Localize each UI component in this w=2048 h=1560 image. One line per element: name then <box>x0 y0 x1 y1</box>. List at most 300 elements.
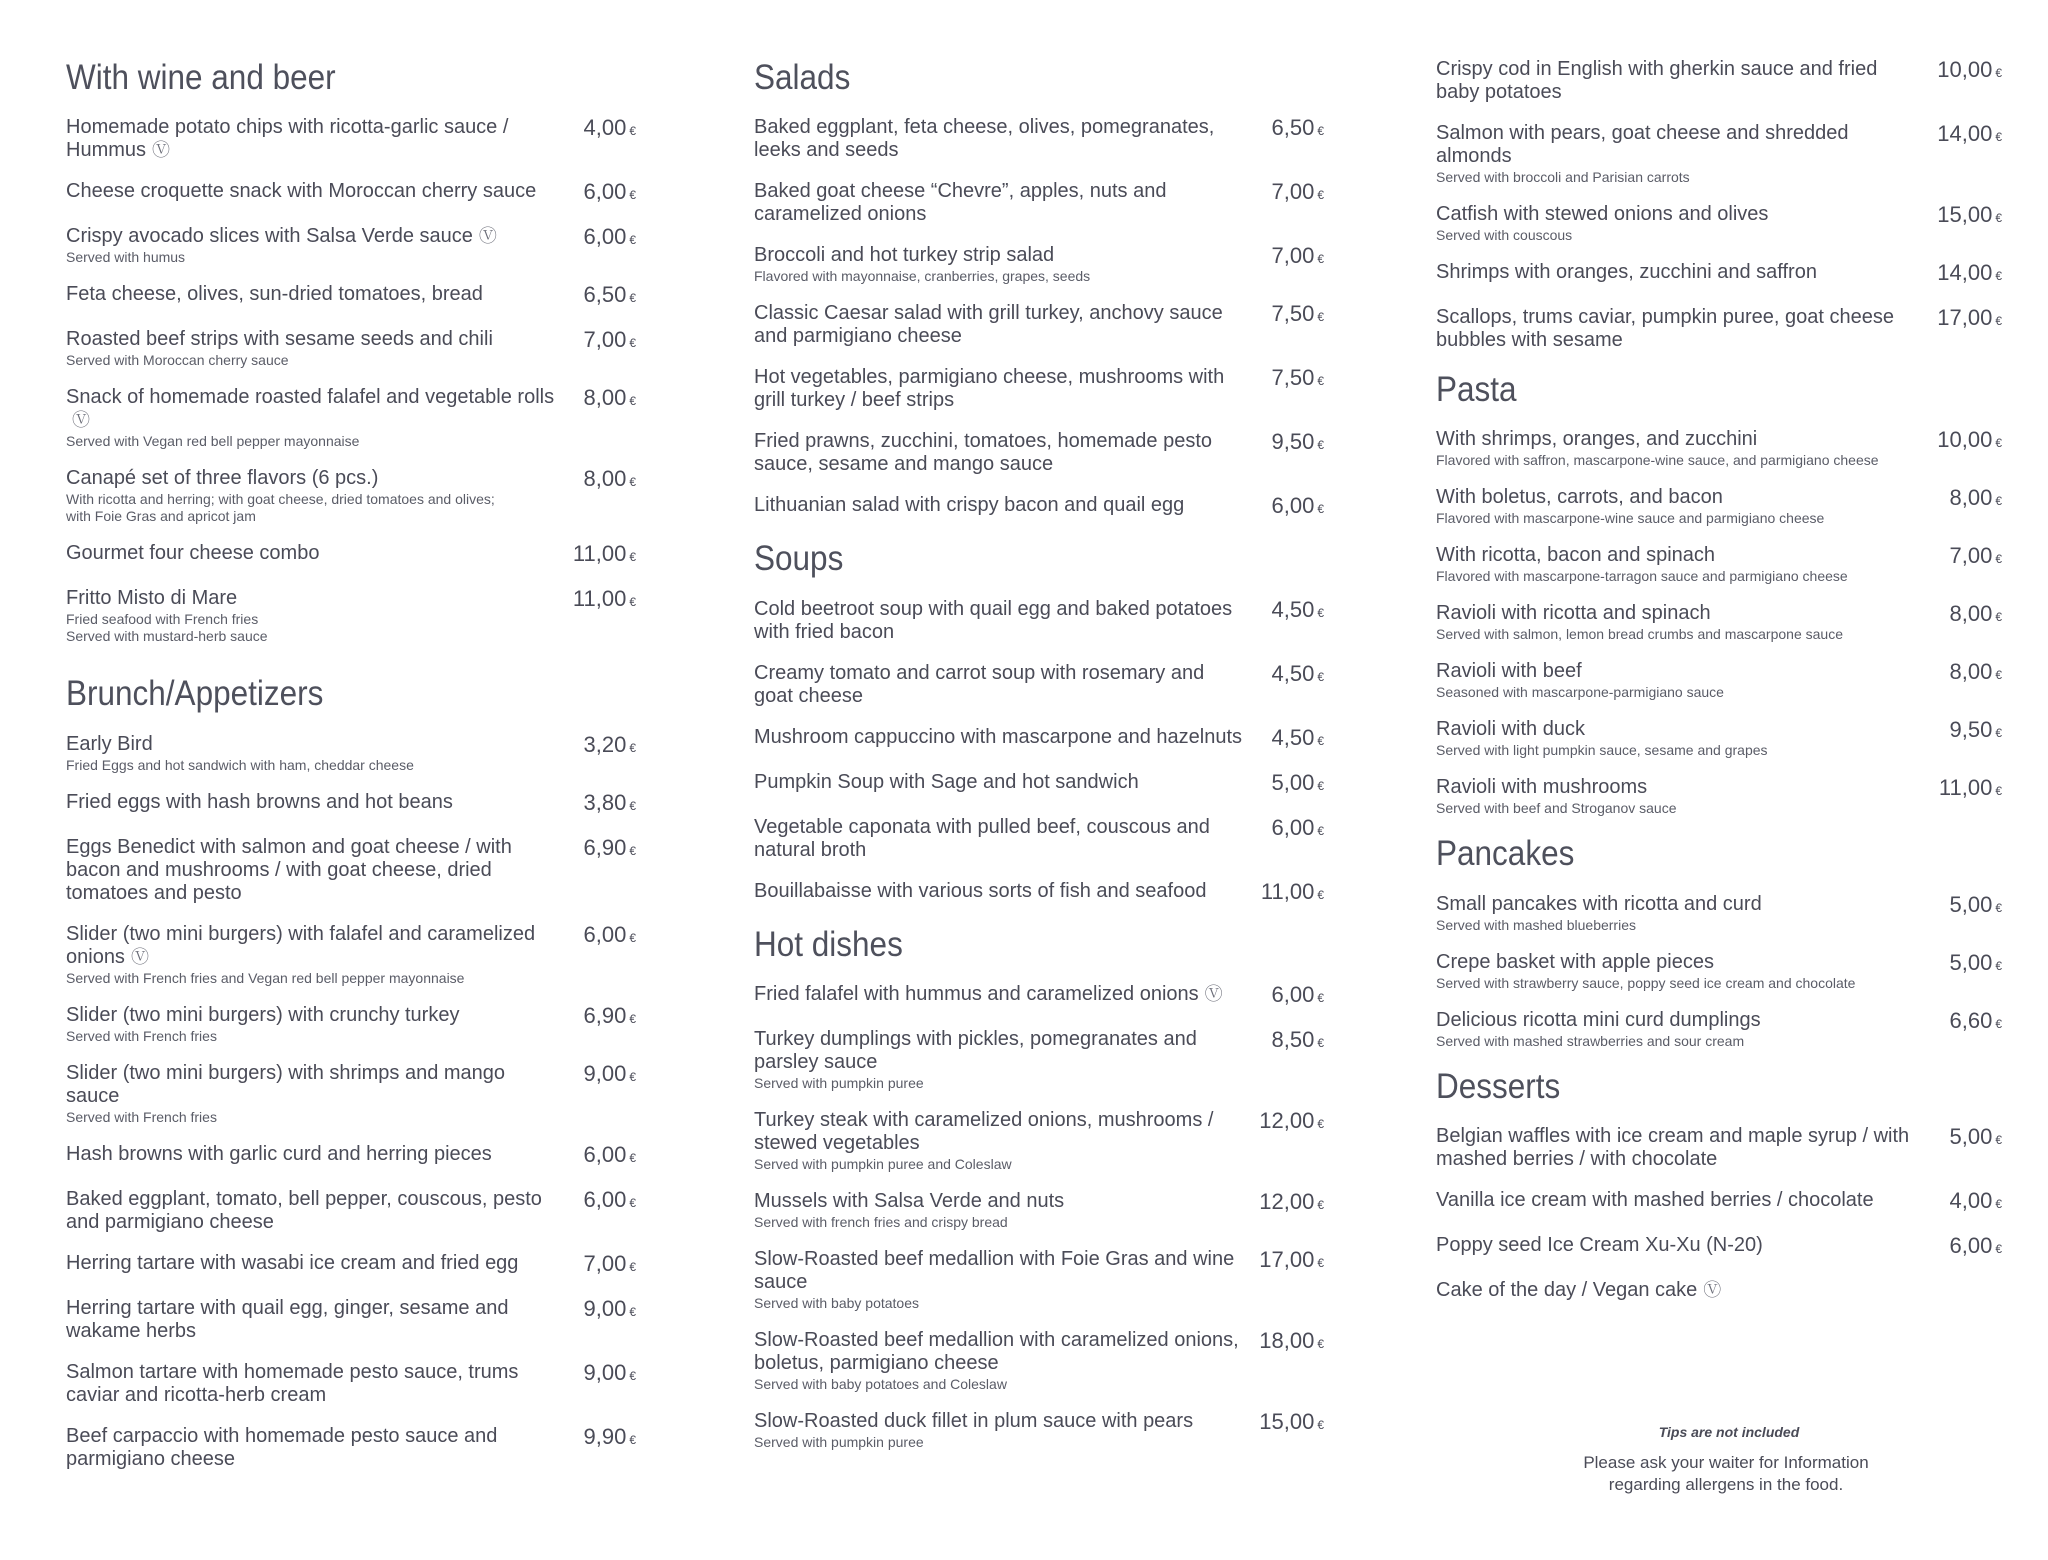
menu-item-name-text: Early Bird <box>66 732 153 755</box>
price-value: 5,00 <box>1949 949 1993 975</box>
menu-item-name <box>754 598 1246 644</box>
menu-item-name-text: With shrimps, oranges, and zucchini <box>1436 428 1758 451</box>
menu-item-name <box>754 366 1246 412</box>
menu-item-price <box>1254 1190 1324 1217</box>
menu-item-name <box>1436 951 1924 974</box>
menu-item-price <box>1932 203 2002 230</box>
menu-item-name <box>66 1252 558 1275</box>
menu-item-description: Served with mashed strawberries and sour cream <box>1436 1032 1745 1049</box>
menu-item <box>754 244 1324 284</box>
price-value: 6,50 <box>583 282 627 308</box>
menu-item-description: Served with pumpkin puree <box>754 1074 924 1091</box>
menu-item-description: Fried seafood with French fries <box>66 611 259 628</box>
menu-column-1 <box>66 58 636 1489</box>
menu-item-price <box>1932 602 2002 629</box>
menu-item-price <box>566 225 636 252</box>
menu-item-description: Served with humus <box>66 249 186 266</box>
price-value: 6,00 <box>1271 493 1315 519</box>
menu-item-price <box>1254 1329 1324 1356</box>
menu-item-text <box>754 726 1254 749</box>
menu-item-text <box>1436 776 1932 816</box>
currency-symbol: € <box>1317 887 1324 902</box>
price-value: 8,00 <box>583 385 627 411</box>
menu-item-name <box>754 1410 1246 1433</box>
price-value: 14,00 <box>1937 121 1993 146</box>
currency-symbol: € <box>629 1150 636 1165</box>
menu-item-name <box>66 1425 558 1471</box>
menu-item <box>1436 660 2002 700</box>
currency-symbol: € <box>1995 1196 2002 1211</box>
menu-item <box>754 1248 1324 1311</box>
menu-item-name-text: Mussels with Salsa Verde and nuts <box>754 1189 1065 1212</box>
price-value: 9,90 <box>583 1423 627 1449</box>
menu-item-name-text: Cake of the day / Vegan cake <box>1436 1278 1698 1301</box>
menu-item-name-text: Small pancakes with ricotta and curd <box>1436 892 1762 915</box>
menu-item-text <box>754 302 1254 348</box>
menu-item <box>754 180 1324 226</box>
menu-item <box>754 1410 1324 1450</box>
menu-item-name <box>66 542 558 565</box>
menu-item-price <box>566 542 636 569</box>
menu-item-price <box>566 180 636 207</box>
menu-item-name <box>66 791 558 814</box>
menu-item-name-text: Fried prawns, zucchini, tomatoes, homemade pesto sauce, sesame and mango sauce <box>754 430 1212 476</box>
menu-item-text <box>754 366 1254 412</box>
price-value: 6,00 <box>583 1186 627 1212</box>
menu-item-name-text: Hot vegetables, parmigiano cheese, mushrooms with grill turkey / beef strips <box>754 366 1225 412</box>
menu-item-name <box>66 1143 558 1166</box>
menu-item-name <box>66 1062 558 1108</box>
menu-item-text <box>754 880 1254 903</box>
menu-item-text <box>66 1004 566 1044</box>
menu-item-text <box>754 1190 1254 1230</box>
currency-symbol: € <box>1995 900 2002 915</box>
menu-item-text <box>754 1329 1254 1392</box>
menu-item-text <box>1436 261 1932 284</box>
menu-item-price <box>1254 180 1324 207</box>
currency-symbol: € <box>629 930 636 945</box>
menu-item-price <box>1254 816 1324 843</box>
menu-item-name <box>66 386 558 432</box>
menu-item-text <box>66 1297 566 1343</box>
menu-item-price <box>566 116 636 143</box>
price-value: 5,00 <box>1949 1123 1993 1149</box>
menu-item-description: Fried Eggs and hot sandwich with ham, cheddar cheese <box>66 756 414 773</box>
menu-item-price <box>1254 1248 1324 1275</box>
menu-item-price <box>1254 880 1324 907</box>
menu-item-name-text: Slow-Roasted duck fillet in plum sauce with pears <box>754 1409 1194 1432</box>
menu-item <box>1436 203 2002 243</box>
menu-item-text <box>66 836 566 905</box>
menu-item <box>66 328 636 368</box>
price-value: 12,00 <box>1259 1188 1315 1214</box>
menu-item-price <box>566 467 636 494</box>
currency-symbol: € <box>1995 211 2002 225</box>
menu-item-name-text: Scallops, trums caviar, pumpkin puree, goat cheese bubbles with sesame <box>1436 306 1895 351</box>
menu-item-name <box>1436 306 1924 352</box>
menu-item <box>66 1062 636 1125</box>
menu-item <box>754 1190 1324 1230</box>
menu-section <box>1436 370 2002 816</box>
menu-item <box>66 1004 636 1044</box>
menu-item-name <box>66 1188 558 1234</box>
menu-item <box>66 1361 636 1407</box>
menu-item-name-text: Classic Caesar salad with grill turkey, anchovy sauce and parmigiano cheese <box>754 302 1223 348</box>
currency-symbol: € <box>1995 610 2002 625</box>
menu-item-description: With ricotta and herring; with goat cheese, dried tomatoes and olives; <box>66 491 495 508</box>
vegan-icon: Ⓥ <box>130 946 149 967</box>
menu-item-text <box>1436 1234 1932 1257</box>
menu-item-name-text: Crispy avocado slices with Salsa Verde sauce <box>66 225 473 248</box>
menu-item-price <box>1932 261 2002 288</box>
menu-item-name-text: Mushroom cappuccino with mascarpone and hazelnuts <box>754 725 1243 748</box>
menu-item-name-text: Ravioli with mushrooms <box>1436 776 1648 799</box>
menu-item-name <box>1436 203 1924 226</box>
currency-symbol: € <box>1317 823 1324 838</box>
currency-symbol: € <box>1995 130 2002 144</box>
menu-item <box>754 494 1324 521</box>
price-value: 12,00 <box>1259 1107 1315 1133</box>
menu-item-name-text: Ravioli with duck <box>1436 718 1585 741</box>
currency-symbol: € <box>629 124 636 139</box>
menu-item <box>1436 122 2002 185</box>
menu-item-name-text: Snack of homemade roasted falafel and vegetable rolls <box>66 386 555 409</box>
menu-item-text <box>754 598 1254 644</box>
currency-symbol: € <box>1317 1417 1324 1432</box>
menu-item-text <box>66 1252 566 1275</box>
menu-item <box>1436 1125 2002 1171</box>
price-value: 4,00 <box>1949 1187 1993 1213</box>
menu-item-name-text: Delicious ricotta mini curd dumplings <box>1436 1008 1761 1031</box>
currency-symbol: € <box>1995 726 2002 741</box>
menu-item-text <box>754 1410 1254 1450</box>
menu-item-price <box>1254 116 1324 143</box>
price-value: 7,00 <box>583 1250 627 1276</box>
currency-symbol: € <box>629 740 636 755</box>
menu-item-name <box>66 225 558 248</box>
menu-item-description: Served with light pumpkin sauce, sesame and grapes <box>1436 742 1768 759</box>
menu-section <box>754 925 1324 1450</box>
price-value: 4,50 <box>1271 660 1315 686</box>
menu-item-name <box>66 1004 558 1027</box>
menu-item-price <box>1932 58 2002 85</box>
menu-item-text <box>754 116 1254 162</box>
price-value: 17,00 <box>1259 1246 1315 1272</box>
menu-item-text <box>66 116 566 162</box>
menu-item-description: Served with Vegan red bell pepper mayonnaise <box>66 433 360 450</box>
menu-item-text <box>1436 58 1932 104</box>
menu-column-2 <box>754 58 1324 1468</box>
price-value: 6,00 <box>583 224 627 250</box>
currency-symbol: € <box>629 394 636 409</box>
menu-section <box>1436 58 2002 352</box>
menu-item-price <box>1254 366 1324 393</box>
menu-item-name <box>1436 1279 1994 1302</box>
menu-item-text <box>1436 306 1932 352</box>
menu-item-text <box>1436 660 1932 700</box>
menu-item-text <box>754 180 1254 226</box>
menu-item-text <box>1436 1189 1932 1212</box>
menu-item-name <box>754 771 1246 794</box>
currency-symbol: € <box>1317 669 1324 684</box>
price-value: 7,50 <box>1271 365 1315 391</box>
menu-item-text <box>754 494 1254 517</box>
currency-symbol: € <box>1995 436 2002 451</box>
menu-item-name <box>66 328 558 351</box>
currency-symbol: € <box>1995 784 2002 799</box>
menu-item-text <box>66 180 566 203</box>
menu-item <box>754 880 1324 907</box>
menu-item-name-text: With ricotta, bacon and spinach <box>1436 544 1716 567</box>
menu-item-name <box>1436 718 1924 741</box>
menu-item-name <box>1436 660 1924 683</box>
menu-item-name-text: Cheese croquette snack with Moroccan cherry sauce <box>66 180 537 203</box>
currency-symbol: € <box>629 550 636 565</box>
menu-item-text <box>1436 1125 1932 1171</box>
menu-item-name <box>754 180 1246 226</box>
section-title: Hot dishes <box>754 924 903 964</box>
price-value: 7,00 <box>1949 543 1993 569</box>
price-value: 17,00 <box>1937 305 1993 330</box>
menu-item-description: Served with mashed blueberries <box>1436 916 1636 933</box>
menu-item-name-text: Catfish with stewed onions and olives <box>1436 203 1769 225</box>
currency-symbol: € <box>629 475 636 490</box>
menu-item <box>66 467 636 524</box>
currency-symbol: € <box>629 1368 636 1383</box>
menu-item-description: Served with salmon, lemon bread crumbs and mascarpone sauce <box>1436 626 1843 643</box>
menu-item-name-text: Baked eggplant, feta cheese, olives, pomegranates, leeks and seeds <box>754 116 1215 162</box>
currency-symbol: € <box>1317 252 1324 267</box>
menu-item-name-text: Broccoli and hot turkey strip salad <box>754 244 1055 267</box>
menu-item-name-text: Baked eggplant, tomato, bell pepper, couscous, pesto and parmigiano cheese <box>66 1187 542 1233</box>
menu-item-name-text: Salmon tartare with homemade pesto sauce, trums caviar and ricotta-herb cream <box>66 1360 519 1406</box>
menu-item-name <box>754 244 1246 267</box>
price-value: 15,00 <box>1259 1408 1315 1434</box>
menu-item-name <box>754 726 1246 749</box>
menu-item <box>66 225 636 265</box>
menu-item-name <box>754 816 1246 862</box>
menu-item-price <box>1254 598 1324 625</box>
menu-item-name <box>754 116 1246 162</box>
menu-item-description: Served with baby potatoes <box>754 1294 919 1311</box>
menu-item <box>66 1252 636 1279</box>
menu-item-price <box>1254 771 1324 798</box>
menu-item-name <box>754 1329 1246 1375</box>
menu-item-text <box>66 733 566 773</box>
currency-symbol: € <box>629 188 636 203</box>
price-value: 10,00 <box>1937 427 1993 453</box>
menu-item-text <box>1436 893 1932 933</box>
menu-item-price <box>1254 494 1324 521</box>
menu-item-text <box>66 587 566 644</box>
menu-item-text <box>1436 486 1932 526</box>
currency-symbol: € <box>1317 502 1324 517</box>
menu-item-name-text: With boletus, carrots, and bacon <box>1436 486 1723 509</box>
currency-symbol: € <box>629 291 636 306</box>
section-title: Salads <box>754 58 851 97</box>
menu-item <box>1436 486 2002 526</box>
section-title: Soups <box>754 539 844 579</box>
menu-item-price <box>566 836 636 863</box>
currency-symbol: € <box>629 1432 636 1447</box>
menu-item-name-text: Herring tartare with wasabi ice cream and fried egg <box>66 1251 519 1274</box>
menu-item-text <box>1436 602 1932 642</box>
menu-item-name <box>66 116 558 162</box>
menu-item-name-text: Feta cheese, olives, sun-dried tomatoes, bread <box>66 283 483 306</box>
price-value: 9,50 <box>1949 717 1993 743</box>
section-title: Pasta <box>1436 370 1517 409</box>
menu-item-name <box>66 283 558 306</box>
menu-item <box>754 983 1324 1010</box>
menu-item-description: Served with French fries and Vegan red bell pepper mayonnaise <box>66 969 465 986</box>
menu-item-name-text: Baked goat cheese “Chevre”, apples, nuts and caramelized onions <box>754 180 1167 226</box>
menu-item-description: Served with pumpkin puree and Coleslaw <box>754 1155 1012 1172</box>
menu-item-text <box>754 1028 1254 1091</box>
price-value: 9,00 <box>583 1060 627 1086</box>
menu-item-name-text: Ravioli with ricotta and spinach <box>1436 602 1711 625</box>
menu-item-description: Served with baby potatoes and Coleslaw <box>754 1375 1007 1392</box>
menu-item <box>66 836 636 905</box>
menu-item <box>754 1109 1324 1172</box>
menu-item <box>754 1329 1324 1392</box>
menu-item-text <box>754 983 1254 1006</box>
currency-symbol: € <box>1317 1116 1324 1131</box>
menu-item-text <box>66 1361 566 1407</box>
menu-item-description: Flavored with mascarpone-wine sauce and parmigiano cheese <box>1436 510 1825 527</box>
vegan-icon: Ⓥ <box>152 140 171 161</box>
menu-item <box>1436 58 2002 104</box>
menu-item-price <box>1254 302 1324 329</box>
menu-item-text <box>754 430 1254 476</box>
price-value: 6,90 <box>583 1002 627 1028</box>
menu-item-text <box>66 1143 566 1166</box>
menu-item-text <box>66 467 566 524</box>
currency-symbol: € <box>1317 374 1324 389</box>
currency-symbol: € <box>1317 124 1324 139</box>
menu-item-name-text: Slow-Roasted beef medallion with caramelized onions, boletus, parmigiano cheese <box>754 1328 1239 1374</box>
menu-item <box>66 116 636 162</box>
menu-item-name <box>754 1248 1246 1294</box>
menu-item-text <box>754 1109 1254 1172</box>
price-value: 7,50 <box>1271 301 1315 327</box>
menu-item-name-text: Slider (two mini burgers) with crunchy turkey <box>66 1003 460 1026</box>
price-value: 18,00 <box>1259 1327 1315 1353</box>
price-value: 4,50 <box>1271 596 1315 622</box>
currency-symbol: € <box>629 1195 636 1210</box>
menu-item-price <box>1932 660 2002 687</box>
menu-item-name-text: Turkey dumplings with pickles, pomegranates and parsley sauce <box>754 1027 1197 1073</box>
currency-symbol: € <box>1317 310 1324 325</box>
menu-item-price <box>566 1143 636 1170</box>
price-value: 3,20 <box>583 731 627 757</box>
currency-symbol: € <box>629 843 636 858</box>
menu-item-text <box>1436 544 1932 584</box>
menu-item-description: Served with Moroccan cherry sauce <box>66 352 289 369</box>
menu-item-name <box>1436 1125 1924 1171</box>
menu-item <box>66 587 636 644</box>
menu-item-text <box>754 662 1254 708</box>
menu-item-price <box>566 328 636 355</box>
menu-item-price <box>566 1004 636 1031</box>
menu-item-name-text: Pumpkin Soup with Sage and hot sandwich <box>754 770 1139 793</box>
menu-item-description: Flavored with saffron, mascarpone-wine sauce, and parmigiano cheese <box>1436 452 1879 469</box>
menu-item <box>1436 951 2002 991</box>
menu-item-description: Seasoned with mascarpone-parmigiano sauce <box>1436 684 1724 701</box>
menu-item-price <box>566 923 636 950</box>
menu-item-name-text: Fried falafel with hummus and caramelized onions <box>754 982 1199 1005</box>
menu-item-name <box>1436 261 1924 284</box>
price-value: 5,00 <box>1271 769 1315 795</box>
menu-item-text <box>754 771 1254 794</box>
menu-item-price <box>1932 1189 2002 1216</box>
price-value: 11,00 <box>1260 878 1315 904</box>
menu-item-name-text: Slow-Roasted beef medallion with Foie Gras and wine sauce <box>754 1247 1235 1293</box>
menu-item-name <box>1436 486 1924 509</box>
menu-item <box>66 1297 636 1343</box>
price-value: 4,00 <box>583 115 627 141</box>
menu-item <box>754 662 1324 708</box>
menu-item-name <box>66 836 558 905</box>
menu-item-price <box>566 1297 636 1324</box>
menu-item-price <box>1932 951 2002 978</box>
menu-item-description: Flavored with mascarpone-tarragon sauce and parmigiano cheese <box>1436 568 1848 585</box>
menu-item-price <box>566 1188 636 1215</box>
menu-item-price <box>1932 428 2002 455</box>
vegan-icon: Ⓥ <box>1204 983 1223 1004</box>
price-value: 9,50 <box>1271 429 1315 455</box>
price-value: 5,00 <box>1949 891 1993 917</box>
price-value: 6,90 <box>583 834 627 860</box>
menu-item-name-text: Shrimps with oranges, zucchini and saffron <box>1436 261 1817 283</box>
menu-item <box>754 771 1324 798</box>
menu-item-name <box>1436 1234 1924 1257</box>
price-value: 6,50 <box>1271 115 1315 141</box>
menu-item-name-text: Bouillabaisse with various sorts of fish and seafood <box>754 879 1207 902</box>
currency-symbol: € <box>1317 778 1324 793</box>
currency-symbol: € <box>1995 269 2002 283</box>
menu-item-name <box>754 880 1246 903</box>
menu-item-name <box>754 430 1246 476</box>
menu-item-name <box>754 1109 1246 1155</box>
menu-item-name-text: Creamy tomato and carrot soup with rosemary and goat cheese <box>754 661 1205 707</box>
menu-item-price <box>1254 1410 1324 1437</box>
menu-item <box>1436 602 2002 642</box>
menu-item-name-text: Slider (two mini burgers) with falafel and caramelized onions <box>66 922 536 968</box>
currency-symbol: € <box>1317 733 1324 748</box>
menu-item-name-text: Canapé set of three flavors (6 pcs.) <box>66 467 379 490</box>
menu-item-name-text: Vanilla ice cream with mashed berries / chocolate <box>1436 1188 1874 1211</box>
menu-item-name-text: Lithuanian salad with crispy bacon and quail egg <box>754 494 1185 517</box>
menu-item-text <box>1436 1009 1932 1049</box>
currency-symbol: € <box>1317 438 1324 453</box>
menu-item-price <box>566 587 636 614</box>
menu-item-name-text: Belgian waffles with ice cream and maple syrup / with mashed berries / with chocolate <box>1436 1124 1910 1170</box>
menu-item-price <box>566 1425 636 1452</box>
menu-item-name <box>66 180 558 203</box>
currency-symbol: € <box>1317 1035 1324 1050</box>
menu-item-price <box>1254 244 1324 271</box>
menu-item-price <box>566 283 636 310</box>
menu-item <box>1436 776 2002 816</box>
menu-item-name <box>1436 428 1924 451</box>
menu-item-text <box>1436 203 1932 243</box>
menu-item-price <box>1932 893 2002 920</box>
menu-item-price <box>1932 486 2002 513</box>
currency-symbol: € <box>1317 1197 1324 1212</box>
price-value: 4,50 <box>1271 724 1315 750</box>
menu-item-name-text: Crepe basket with apple pieces <box>1436 950 1714 973</box>
currency-symbol: € <box>1995 314 2002 328</box>
